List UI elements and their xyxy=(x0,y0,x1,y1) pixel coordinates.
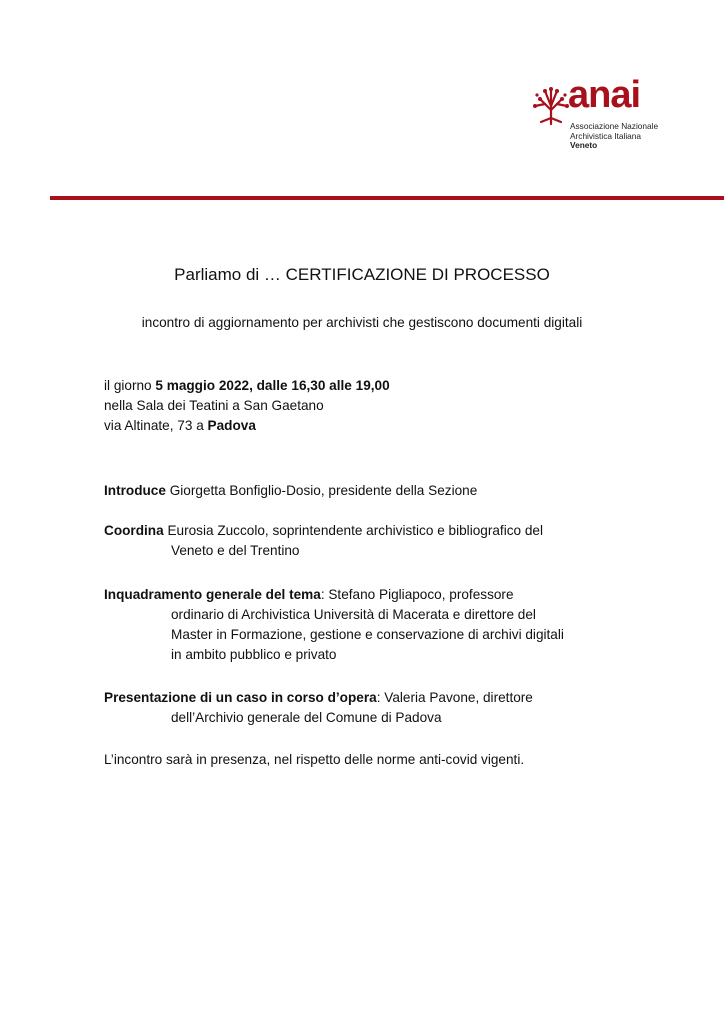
program-role: Coordina xyxy=(104,523,164,538)
header-divider xyxy=(50,196,724,200)
date-prefix: il giorno xyxy=(104,378,156,393)
program-role: Inquadramento generale del tema xyxy=(104,587,321,602)
program-role: Presentazione di un caso in corso d’opera xyxy=(104,690,377,705)
program-entry-presentazione xyxy=(104,688,620,728)
closing-note: L’incontro sarà in presenza, nel rispetto delle norme anti-covid vigenti. xyxy=(104,752,525,767)
program-text-cont: ordinario di Archivistica Università di Macerata e direttore del xyxy=(171,607,536,622)
event-date-line xyxy=(104,376,620,396)
program-entry-introduce xyxy=(104,481,620,501)
logo-line-2: Archivistica Italiana xyxy=(570,130,642,141)
program-text-cont: Veneto e del Trentino xyxy=(171,543,300,558)
program-text: : Stefano Pigliapoco, professore xyxy=(320,587,514,602)
anai-logo xyxy=(531,74,681,180)
page-title: Parliamo di … CERTIFICAZIONE DI PROCESSO xyxy=(174,265,550,284)
program-role: Introduce xyxy=(104,483,166,498)
logo-wordmark: anai xyxy=(568,74,641,116)
program-text-cont: in ambito pubblico e privato xyxy=(171,647,337,662)
program-text: Giorgetta Bonfiglio-Dosio, presidente della Sezione xyxy=(165,483,478,498)
program-entry-coordina xyxy=(104,521,620,561)
page-subtitle: incontro di aggiornamento per archivisti che gestiscono documenti digitali xyxy=(141,315,583,330)
program-text-cont: dell’Archivio generale del Comune di Padova xyxy=(171,710,442,725)
logo-line-1: Associazione Nazionale xyxy=(570,121,659,131)
program-text: : Valeria Pavone, direttore xyxy=(376,690,533,705)
tree-icon xyxy=(531,86,571,126)
event-details xyxy=(104,376,620,436)
logo-subtitle xyxy=(570,122,658,151)
event-address-line xyxy=(104,416,620,436)
logo-line-3: Veneto xyxy=(570,140,598,151)
event-place: nella Sala dei Teatini a San Gaetano xyxy=(104,398,324,413)
address-prefix: via Altinate, 73 a xyxy=(104,418,208,433)
event-city: Padova xyxy=(207,418,256,433)
event-date: 5 maggio 2022, dalle 16,30 alle 19,00 xyxy=(155,378,390,393)
program-text: Eurosia Zuccolo, soprintendente archivistico e bibliografico del xyxy=(163,523,543,538)
program-text-cont: Master in Formazione, gestione e conservazione di archivi digitali xyxy=(171,627,564,642)
program-entry-inquadramento xyxy=(104,585,620,665)
